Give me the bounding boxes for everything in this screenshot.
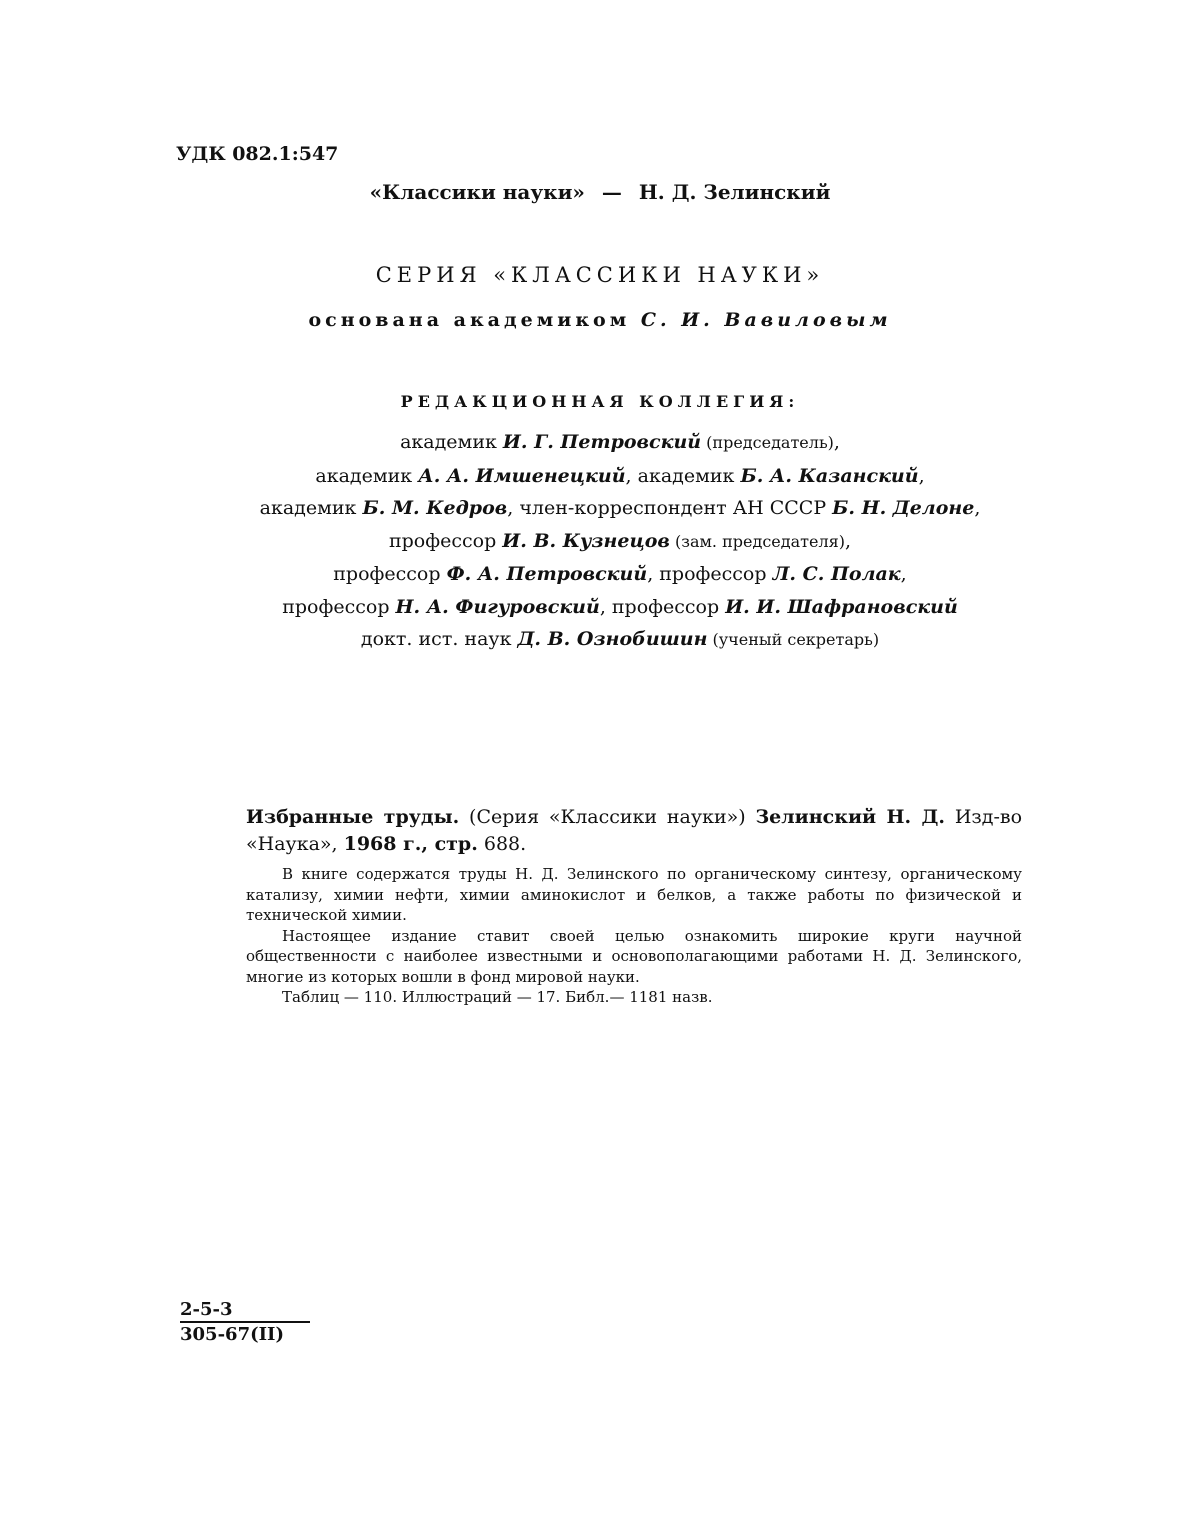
board-member-text: , <box>833 431 840 453</box>
abstract-paragraph: Настоящее издание ставит своей целью ознакомить широкие круги научной общественности с наиболее известными и основополагающими работами Н. Д. Зелинского, многие из которых вошли в фонд мировой науки. <box>246 926 1022 986</box>
board-member-text: , член-корреспондент АН СССР <box>507 497 833 519</box>
board-member-text: , <box>844 529 852 552</box>
board-member-line <box>0 558 1200 591</box>
board-member-text: , профессор <box>599 595 726 618</box>
editorial-board-list <box>0 426 1200 657</box>
board-member-text: профессор <box>388 529 503 552</box>
board-member-name: Д. В. Ознобишин <box>517 628 708 650</box>
board-member-text: академик <box>259 497 363 519</box>
publication-code <box>180 1299 310 1345</box>
board-member-line <box>0 460 1200 493</box>
board-member-name: Б. А. Казанский <box>740 464 919 487</box>
abstract-publisher: Изд-во «Наука», <box>246 806 1023 855</box>
board-member-role: (ученый секретарь) <box>707 630 880 649</box>
board-member-line <box>0 623 1200 657</box>
abstract-paragraph: Таблиц — 110. Иллюстраций — 17. Библ.— 1181 назв. <box>282 988 713 1006</box>
board-member-name: И. В. Кузнецов <box>502 529 670 552</box>
board-member-text: профессор <box>333 563 447 585</box>
board-member-text: академик <box>315 464 419 487</box>
series-header <box>0 180 1200 204</box>
series-header-dash: — <box>601 180 622 204</box>
board-member-name: Л. С. Полак <box>772 563 901 585</box>
founded-prefix: основана академиком <box>308 309 631 331</box>
abstract-series: (Серия «Классики науки») <box>459 806 756 828</box>
series-header-author: Н. Д. Зелинский <box>638 180 831 204</box>
board-member-name: А. А. Имшенецкий <box>418 464 626 487</box>
board-member-line <box>0 426 1200 460</box>
abstract-paragraph: В книге содержатся труды Н. Д. Зелинского по органическому синтезу, органическому катализу, химии нефти, химии аминокислот и белков, а также работы по физической и технической химии. <box>246 865 1022 924</box>
board-member-name: И. Г. Петровский <box>502 431 702 453</box>
board-member-text: , <box>900 563 907 585</box>
board-member-text: , профессор <box>647 563 773 585</box>
board-member-line <box>0 492 1200 525</box>
founded-line <box>0 309 1200 331</box>
board-member-name: Н. А. Фигуровский <box>395 595 600 618</box>
publication-code-top: 2-5-3 <box>180 1299 310 1323</box>
bibliographic-abstract <box>246 804 1022 1008</box>
editorial-board-title: РЕДАКЦИОННАЯ КОЛЛЕГИЯ: <box>400 392 800 411</box>
board-member-line <box>0 525 1200 559</box>
series-title: СЕРИЯ «КЛАССИКИ НАУКИ» <box>375 263 825 287</box>
abstract-citation <box>246 804 1022 858</box>
udk-code: УДК 082.1:547 <box>176 143 339 165</box>
board-member-text: докт. ист. наук <box>360 628 518 650</box>
board-member-name: И. И. Шафрановский <box>725 595 958 618</box>
publication-code-bottom: 305-67(II) <box>180 1324 284 1345</box>
abstract-year: 1968 г., стр. <box>343 833 478 855</box>
abstract-author: Зелинский Н. Д. <box>755 806 945 828</box>
abstract-body <box>246 864 1022 1008</box>
board-member-name: Ф. А. Петровский <box>446 563 648 585</box>
board-member-text: профессор <box>282 595 396 618</box>
series-header-series: «Классики науки» <box>369 180 585 204</box>
abstract-pages: 688. <box>477 833 527 855</box>
board-member-role: (председатель) <box>701 433 834 452</box>
board-member-name: Б. М. Кедров <box>362 497 508 519</box>
board-member-text: , <box>918 464 925 487</box>
founder-name: С. И. Вавиловым <box>640 309 892 331</box>
board-member-role: (зам. председателя) <box>669 531 845 551</box>
board-member-line <box>0 591 1200 624</box>
board-member-text: , академик <box>625 464 741 487</box>
board-member-text: академик <box>400 431 503 453</box>
abstract-title: Избранные труды. <box>246 806 460 828</box>
board-member-name: Б. Н. Делоне <box>832 497 975 519</box>
board-member-text: , <box>974 497 981 519</box>
